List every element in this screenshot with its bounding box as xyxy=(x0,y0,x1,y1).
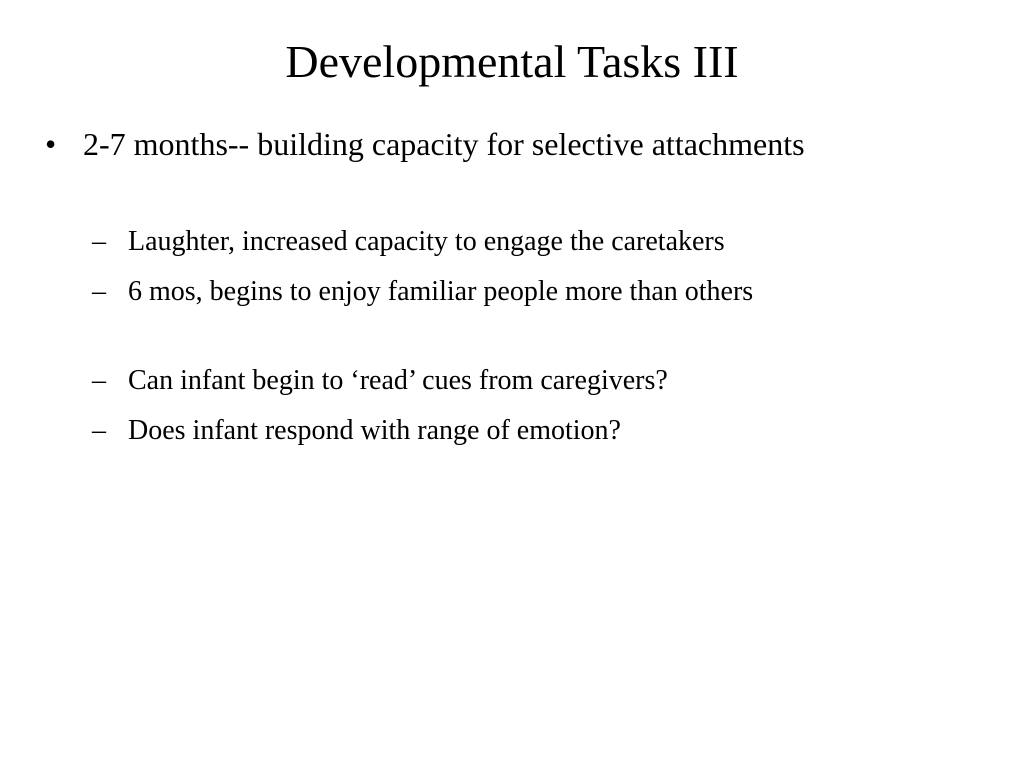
bullet-text: 2-7 months-- building capacity for selective attachments xyxy=(83,126,805,162)
slide-title: Developmental Tasks III xyxy=(285,36,739,87)
sub-item-text: Can infant begin to ‘read’ cues from caregivers? xyxy=(128,365,668,396)
sub-item-marker: – xyxy=(92,365,106,396)
sub-item-marker: – xyxy=(92,276,106,307)
sub-item-text: Laughter, increased capacity to engage the caretakers xyxy=(128,226,725,257)
sub-item-text: 6 mos, begins to enjoy familiar people more than others xyxy=(128,276,754,307)
sub-item-text: Does infant respond with range of emotion? xyxy=(128,415,621,446)
sub-item-marker: – xyxy=(92,226,106,257)
sub-item-marker: – xyxy=(92,415,106,446)
bullet-marker: • xyxy=(45,126,57,162)
